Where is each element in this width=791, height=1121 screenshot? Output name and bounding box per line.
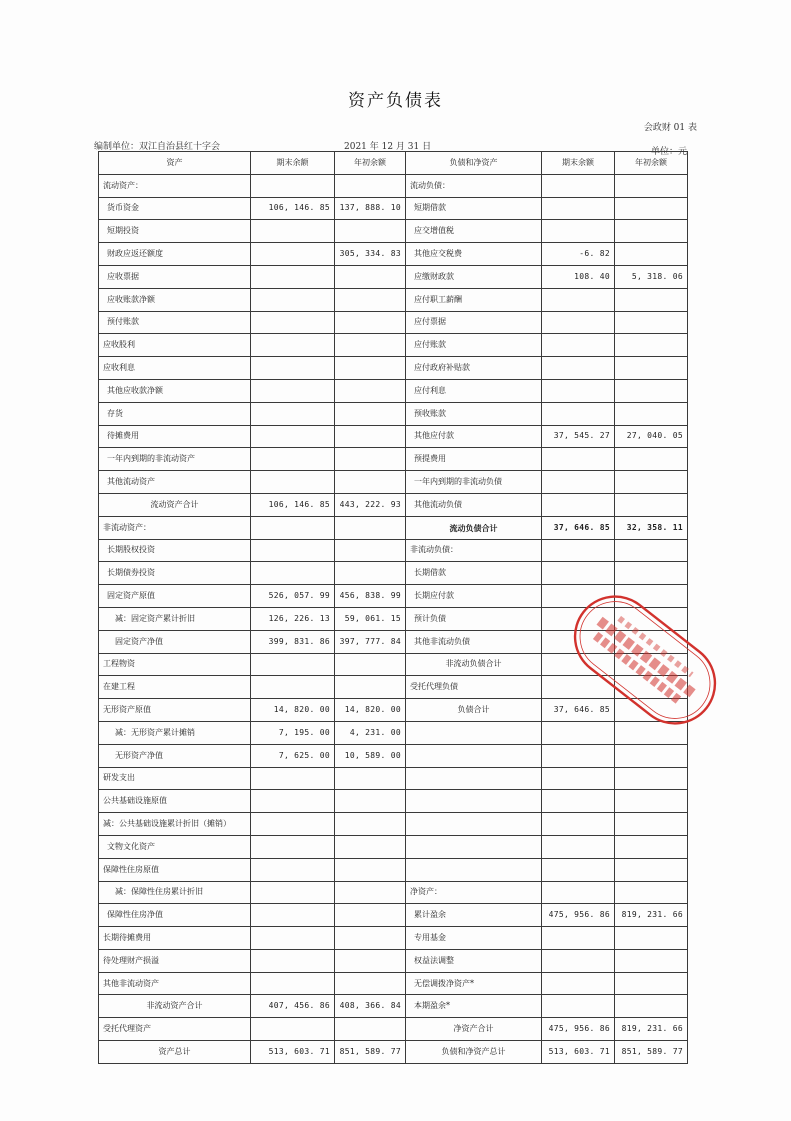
asset-opening-value (335, 904, 406, 927)
asset-closing-value (251, 904, 335, 927)
asset-opening-value: 10, 589. 00 (335, 744, 406, 767)
header-liabilities-opening: 年初余额 (615, 152, 688, 175)
asset-closing-value (251, 1018, 335, 1041)
liability-label: 负债合计 (406, 699, 542, 722)
table-row (99, 220, 688, 243)
liability-label: 流动负债： (406, 174, 542, 197)
liability-closing-value (542, 174, 615, 197)
asset-closing-value (251, 357, 335, 380)
liability-opening-value: 819, 231. 66 (615, 904, 688, 927)
asset-label: 待摊费用 (99, 425, 251, 448)
asset-opening-value (335, 334, 406, 357)
asset-opening-value (335, 357, 406, 380)
table-row (99, 471, 688, 494)
asset-closing-value: 14, 820. 00 (251, 699, 335, 722)
liability-opening-value (615, 927, 688, 950)
report-date: 2021 年 12 月 31 日 (344, 142, 432, 152)
asset-label: 减：保障性住房累计折旧 (99, 881, 251, 904)
liability-label (406, 790, 542, 813)
liability-label: 其他流动负债 (406, 493, 542, 516)
table-row (99, 744, 688, 767)
asset-closing-value (251, 265, 335, 288)
asset-closing-value (251, 220, 335, 243)
asset-label: 其他非流动资产 (99, 972, 251, 995)
liability-closing-value: 108. 40 (542, 265, 615, 288)
asset-closing-value: 126, 226. 13 (251, 607, 335, 630)
table-row (99, 721, 688, 744)
asset-label: 一年内到期的非流动资产 (99, 448, 251, 471)
liability-opening-value: 27, 040. 05 (615, 425, 688, 448)
asset-closing-value (251, 425, 335, 448)
table-row (99, 1041, 688, 1064)
table-row (99, 243, 688, 266)
liability-label: 预计负债 (406, 607, 542, 630)
liability-closing-value (542, 607, 615, 630)
liability-label (406, 767, 542, 790)
asset-label: 流动资产： (99, 174, 251, 197)
liability-label: 其他非流动负债 (406, 630, 542, 653)
asset-closing-value: 407, 456. 86 (251, 995, 335, 1018)
liability-closing-value (542, 357, 615, 380)
liability-closing-value: 37, 646. 85 (542, 699, 615, 722)
table-row (99, 265, 688, 288)
asset-opening-value (335, 379, 406, 402)
asset-label: 固定资产原值 (99, 585, 251, 608)
liability-opening-value (615, 379, 688, 402)
liability-closing-value (542, 927, 615, 950)
liability-opening-value (615, 493, 688, 516)
table-row (99, 995, 688, 1018)
table-row (99, 790, 688, 813)
liability-label (406, 858, 542, 881)
liability-closing-value (542, 220, 615, 243)
liability-label: 预提费用 (406, 448, 542, 471)
liability-opening-value (615, 539, 688, 562)
asset-opening-value (335, 288, 406, 311)
asset-closing-value (251, 676, 335, 699)
asset-label: 其他应收款净额 (99, 379, 251, 402)
asset-opening-value: 408, 366. 84 (335, 995, 406, 1018)
asset-label: 保障性住房净值 (99, 904, 251, 927)
liability-opening-value (615, 721, 688, 744)
liability-opening-value: 819, 231. 66 (615, 1018, 688, 1041)
asset-label: 应收票据 (99, 265, 251, 288)
liability-label: 短期借款 (406, 197, 542, 220)
asset-closing-value: 513, 603. 71 (251, 1041, 335, 1064)
liability-closing-value (542, 790, 615, 813)
liability-opening-value (615, 288, 688, 311)
asset-label: 短期投资 (99, 220, 251, 243)
asset-closing-value (251, 927, 335, 950)
liability-closing-value (542, 858, 615, 881)
table-row (99, 972, 688, 995)
table-row (99, 585, 688, 608)
table-row (99, 448, 688, 471)
liability-closing-value (542, 767, 615, 790)
asset-closing-value (251, 243, 335, 266)
table-row (99, 562, 688, 585)
liability-opening-value (615, 744, 688, 767)
asset-label: 货币资金 (99, 197, 251, 220)
asset-opening-value (335, 949, 406, 972)
liability-label: 净资产合计 (406, 1018, 542, 1041)
asset-label: 受托代理资产 (99, 1018, 251, 1041)
liability-closing-value: 475, 956. 86 (542, 904, 615, 927)
liability-opening-value (615, 471, 688, 494)
asset-closing-value (251, 562, 335, 585)
liability-closing-value (542, 334, 615, 357)
asset-opening-value (335, 813, 406, 836)
liability-closing-value (542, 995, 615, 1018)
asset-label: 保障性住房原值 (99, 858, 251, 881)
asset-opening-value: 59, 061. 15 (335, 607, 406, 630)
asset-opening-value (335, 653, 406, 676)
asset-label: 财政应返还额度 (99, 243, 251, 266)
liability-opening-value (615, 790, 688, 813)
asset-closing-value: 526, 057. 99 (251, 585, 335, 608)
asset-opening-value: 397, 777. 84 (335, 630, 406, 653)
asset-label: 公共基础设施原值 (99, 790, 251, 813)
liability-label: 长期应付款 (406, 585, 542, 608)
asset-label: 其他流动资产 (99, 471, 251, 494)
liability-label: 无偿调拨净资产* (406, 972, 542, 995)
liability-label: 应付利息 (406, 379, 542, 402)
asset-opening-value (335, 539, 406, 562)
liability-closing-value (542, 813, 615, 836)
liability-label (406, 813, 542, 836)
liability-label: 流动负债合计 (406, 516, 542, 539)
liability-opening-value (615, 243, 688, 266)
asset-label: 长期债券投资 (99, 562, 251, 585)
table-row (99, 539, 688, 562)
liability-label (406, 835, 542, 858)
liability-closing-value (542, 379, 615, 402)
liability-label: 应缴财政款 (406, 265, 542, 288)
liability-closing-value: 475, 956. 86 (542, 1018, 615, 1041)
liability-opening-value (615, 858, 688, 881)
asset-opening-value: 4, 231. 00 (335, 721, 406, 744)
liability-opening-value (615, 676, 688, 699)
page-title: 资产负债表 (348, 91, 443, 111)
liability-closing-value (542, 402, 615, 425)
liability-opening-value (615, 813, 688, 836)
asset-label: 文物文化资产 (99, 835, 251, 858)
asset-opening-value (335, 881, 406, 904)
liability-opening-value (615, 357, 688, 380)
asset-closing-value (251, 334, 335, 357)
asset-closing-value (251, 402, 335, 425)
liability-closing-value (542, 949, 615, 972)
asset-label: 减：固定资产累计折旧 (99, 607, 251, 630)
table-row (99, 357, 688, 380)
unit-label: 单位：元 (650, 147, 687, 157)
table-row (99, 379, 688, 402)
liability-closing-value (542, 288, 615, 311)
asset-closing-value: 7, 195. 00 (251, 721, 335, 744)
table-row (99, 904, 688, 927)
table-row (99, 311, 688, 334)
asset-closing-value (251, 813, 335, 836)
asset-opening-value (335, 562, 406, 585)
asset-opening-value (335, 265, 406, 288)
asset-opening-value (335, 927, 406, 950)
liability-label: 非流动负债： (406, 539, 542, 562)
asset-opening-value (335, 402, 406, 425)
table-row (99, 493, 688, 516)
asset-opening-value (335, 1018, 406, 1041)
asset-closing-value (251, 767, 335, 790)
asset-label: 应收利息 (99, 357, 251, 380)
liability-closing-value (542, 311, 615, 334)
asset-opening-value (335, 790, 406, 813)
liability-opening-value (615, 174, 688, 197)
asset-closing-value: 7, 625. 00 (251, 744, 335, 767)
table-row (99, 949, 688, 972)
liability-opening-value (615, 607, 688, 630)
table-row (99, 288, 688, 311)
table-header-row (99, 152, 688, 175)
asset-opening-value (335, 972, 406, 995)
liability-closing-value (542, 676, 615, 699)
liability-closing-value (542, 653, 615, 676)
asset-opening-value (335, 676, 406, 699)
asset-label: 非流动资产： (99, 516, 251, 539)
table-row (99, 174, 688, 197)
table-row (99, 676, 688, 699)
liability-label (406, 744, 542, 767)
asset-label: 预付账款 (99, 311, 251, 334)
asset-opening-value: 305, 334. 83 (335, 243, 406, 266)
liability-label: 本期盈余* (406, 995, 542, 1018)
asset-opening-value (335, 858, 406, 881)
liability-label: 一年内到期的非流动负债 (406, 471, 542, 494)
asset-opening-value: 456, 838. 99 (335, 585, 406, 608)
header-assets: 资产 (99, 152, 251, 175)
table-row (99, 630, 688, 653)
liability-closing-value: -6. 82 (542, 243, 615, 266)
liability-closing-value (542, 881, 615, 904)
table-row (99, 1018, 688, 1041)
liability-label: 应付政府补贴款 (406, 357, 542, 380)
asset-closing-value (251, 835, 335, 858)
asset-label: 应收账款净额 (99, 288, 251, 311)
liability-opening-value (615, 448, 688, 471)
liability-closing-value (542, 721, 615, 744)
liability-opening-value (615, 949, 688, 972)
table-row (99, 653, 688, 676)
asset-label: 减：公共基础设施累计折旧（摊销） (99, 813, 251, 836)
table-row (99, 516, 688, 539)
asset-label: 工程物资 (99, 653, 251, 676)
liability-opening-value (615, 334, 688, 357)
table-row (99, 607, 688, 630)
asset-closing-value (251, 790, 335, 813)
asset-closing-value (251, 653, 335, 676)
liability-closing-value (542, 539, 615, 562)
liability-closing-value: 37, 545. 27 (542, 425, 615, 448)
asset-label: 待处理财产损溢 (99, 949, 251, 972)
asset-opening-value (335, 448, 406, 471)
liability-closing-value (542, 835, 615, 858)
asset-closing-value: 399, 831. 86 (251, 630, 335, 653)
liability-label: 应交增值税 (406, 220, 542, 243)
asset-opening-value (335, 220, 406, 243)
asset-opening-value (335, 471, 406, 494)
liability-opening-value (615, 972, 688, 995)
asset-label: 资产总计 (99, 1041, 251, 1064)
asset-opening-value (335, 174, 406, 197)
asset-closing-value (251, 288, 335, 311)
header-assets-opening: 年初余额 (335, 152, 406, 175)
liability-opening-value (615, 585, 688, 608)
asset-opening-value (335, 311, 406, 334)
asset-label: 应收股利 (99, 334, 251, 357)
table-row (99, 881, 688, 904)
liability-closing-value (542, 585, 615, 608)
liability-closing-value (542, 448, 615, 471)
liability-label: 负债和净资产总计 (406, 1041, 542, 1064)
liability-opening-value: 32, 358. 11 (615, 516, 688, 539)
liability-opening-value (615, 311, 688, 334)
header-assets-closing: 期末余额 (251, 152, 335, 175)
asset-label: 无形资产原值 (99, 699, 251, 722)
liability-label: 长期借款 (406, 562, 542, 585)
asset-closing-value (251, 972, 335, 995)
asset-closing-value (251, 539, 335, 562)
asset-closing-value (251, 174, 335, 197)
asset-closing-value (251, 949, 335, 972)
liability-opening-value (615, 835, 688, 858)
asset-opening-value (335, 425, 406, 448)
liability-opening-value (615, 197, 688, 220)
asset-closing-value (251, 379, 335, 402)
asset-closing-value (251, 311, 335, 334)
liability-label: 其他应付款 (406, 425, 542, 448)
asset-label: 流动资产合计 (99, 493, 251, 516)
liability-closing-value (542, 197, 615, 220)
asset-opening-value: 443, 222. 93 (335, 493, 406, 516)
liability-label: 非流动负债合计 (406, 653, 542, 676)
liability-closing-value (542, 471, 615, 494)
balance-sheet-table (98, 151, 688, 1064)
asset-closing-value (251, 858, 335, 881)
asset-label: 长期股权投资 (99, 539, 251, 562)
liability-opening-value (615, 630, 688, 653)
liability-label: 应付账款 (406, 334, 542, 357)
liability-label: 预收账款 (406, 402, 542, 425)
table-row (99, 197, 688, 220)
liability-label: 净资产： (406, 881, 542, 904)
asset-label: 长期待摊费用 (99, 927, 251, 950)
asset-opening-value: 137, 888. 10 (335, 197, 406, 220)
asset-label: 研发支出 (99, 767, 251, 790)
asset-closing-value: 106, 146. 85 (251, 197, 335, 220)
table-row (99, 334, 688, 357)
liability-closing-value (542, 562, 615, 585)
asset-opening-value (335, 835, 406, 858)
liability-label: 专用基金 (406, 927, 542, 950)
table-row (99, 835, 688, 858)
asset-closing-value (251, 471, 335, 494)
liability-label (406, 721, 542, 744)
table-row (99, 699, 688, 722)
liability-label: 应付职工薪酬 (406, 288, 542, 311)
table-row (99, 927, 688, 950)
asset-closing-value (251, 881, 335, 904)
asset-closing-value (251, 516, 335, 539)
liability-closing-value: 37, 646. 85 (542, 516, 615, 539)
liability-opening-value (615, 995, 688, 1018)
liability-closing-value (542, 630, 615, 653)
asset-closing-value (251, 448, 335, 471)
organization-label: 编制单位：双江自治县红十字会 (94, 142, 221, 152)
liability-label: 累计盈余 (406, 904, 542, 927)
liability-label: 其他应交税费 (406, 243, 542, 266)
asset-label: 减：无形资产累计摊销 (99, 721, 251, 744)
asset-label: 无形资产净值 (99, 744, 251, 767)
liability-label: 应付票据 (406, 311, 542, 334)
liability-opening-value (615, 220, 688, 243)
asset-closing-value: 106, 146. 85 (251, 493, 335, 516)
header-liabilities: 负债和净资产 (406, 152, 542, 175)
asset-opening-value: 851, 589. 77 (335, 1041, 406, 1064)
table-body (99, 174, 688, 1063)
table-row (99, 858, 688, 881)
liability-opening-value (615, 562, 688, 585)
liability-closing-value: 513, 603. 71 (542, 1041, 615, 1064)
asset-label: 固定资产净值 (99, 630, 251, 653)
asset-opening-value (335, 516, 406, 539)
liability-opening-value (615, 699, 688, 722)
asset-label: 存货 (99, 402, 251, 425)
table-row (99, 425, 688, 448)
table-row (99, 813, 688, 836)
liability-opening-value: 851, 589. 77 (615, 1041, 688, 1064)
liability-opening-value (615, 402, 688, 425)
asset-opening-value (335, 767, 406, 790)
header-liabilities-closing: 期末余额 (542, 152, 615, 175)
liability-opening-value (615, 767, 688, 790)
liability-closing-value (542, 972, 615, 995)
liability-label: 权益法调整 (406, 949, 542, 972)
table-row (99, 767, 688, 790)
liability-opening-value (615, 881, 688, 904)
form-number: 会政财 01 表 (643, 123, 697, 133)
liability-label: 受托代理负债 (406, 676, 542, 699)
table-row (99, 402, 688, 425)
asset-label: 非流动资产合计 (99, 995, 251, 1018)
liability-opening-value: 5, 318. 06 (615, 265, 688, 288)
liability-closing-value (542, 493, 615, 516)
asset-label: 在建工程 (99, 676, 251, 699)
liability-closing-value (542, 744, 615, 767)
asset-opening-value: 14, 820. 00 (335, 699, 406, 722)
liability-opening-value (615, 653, 688, 676)
